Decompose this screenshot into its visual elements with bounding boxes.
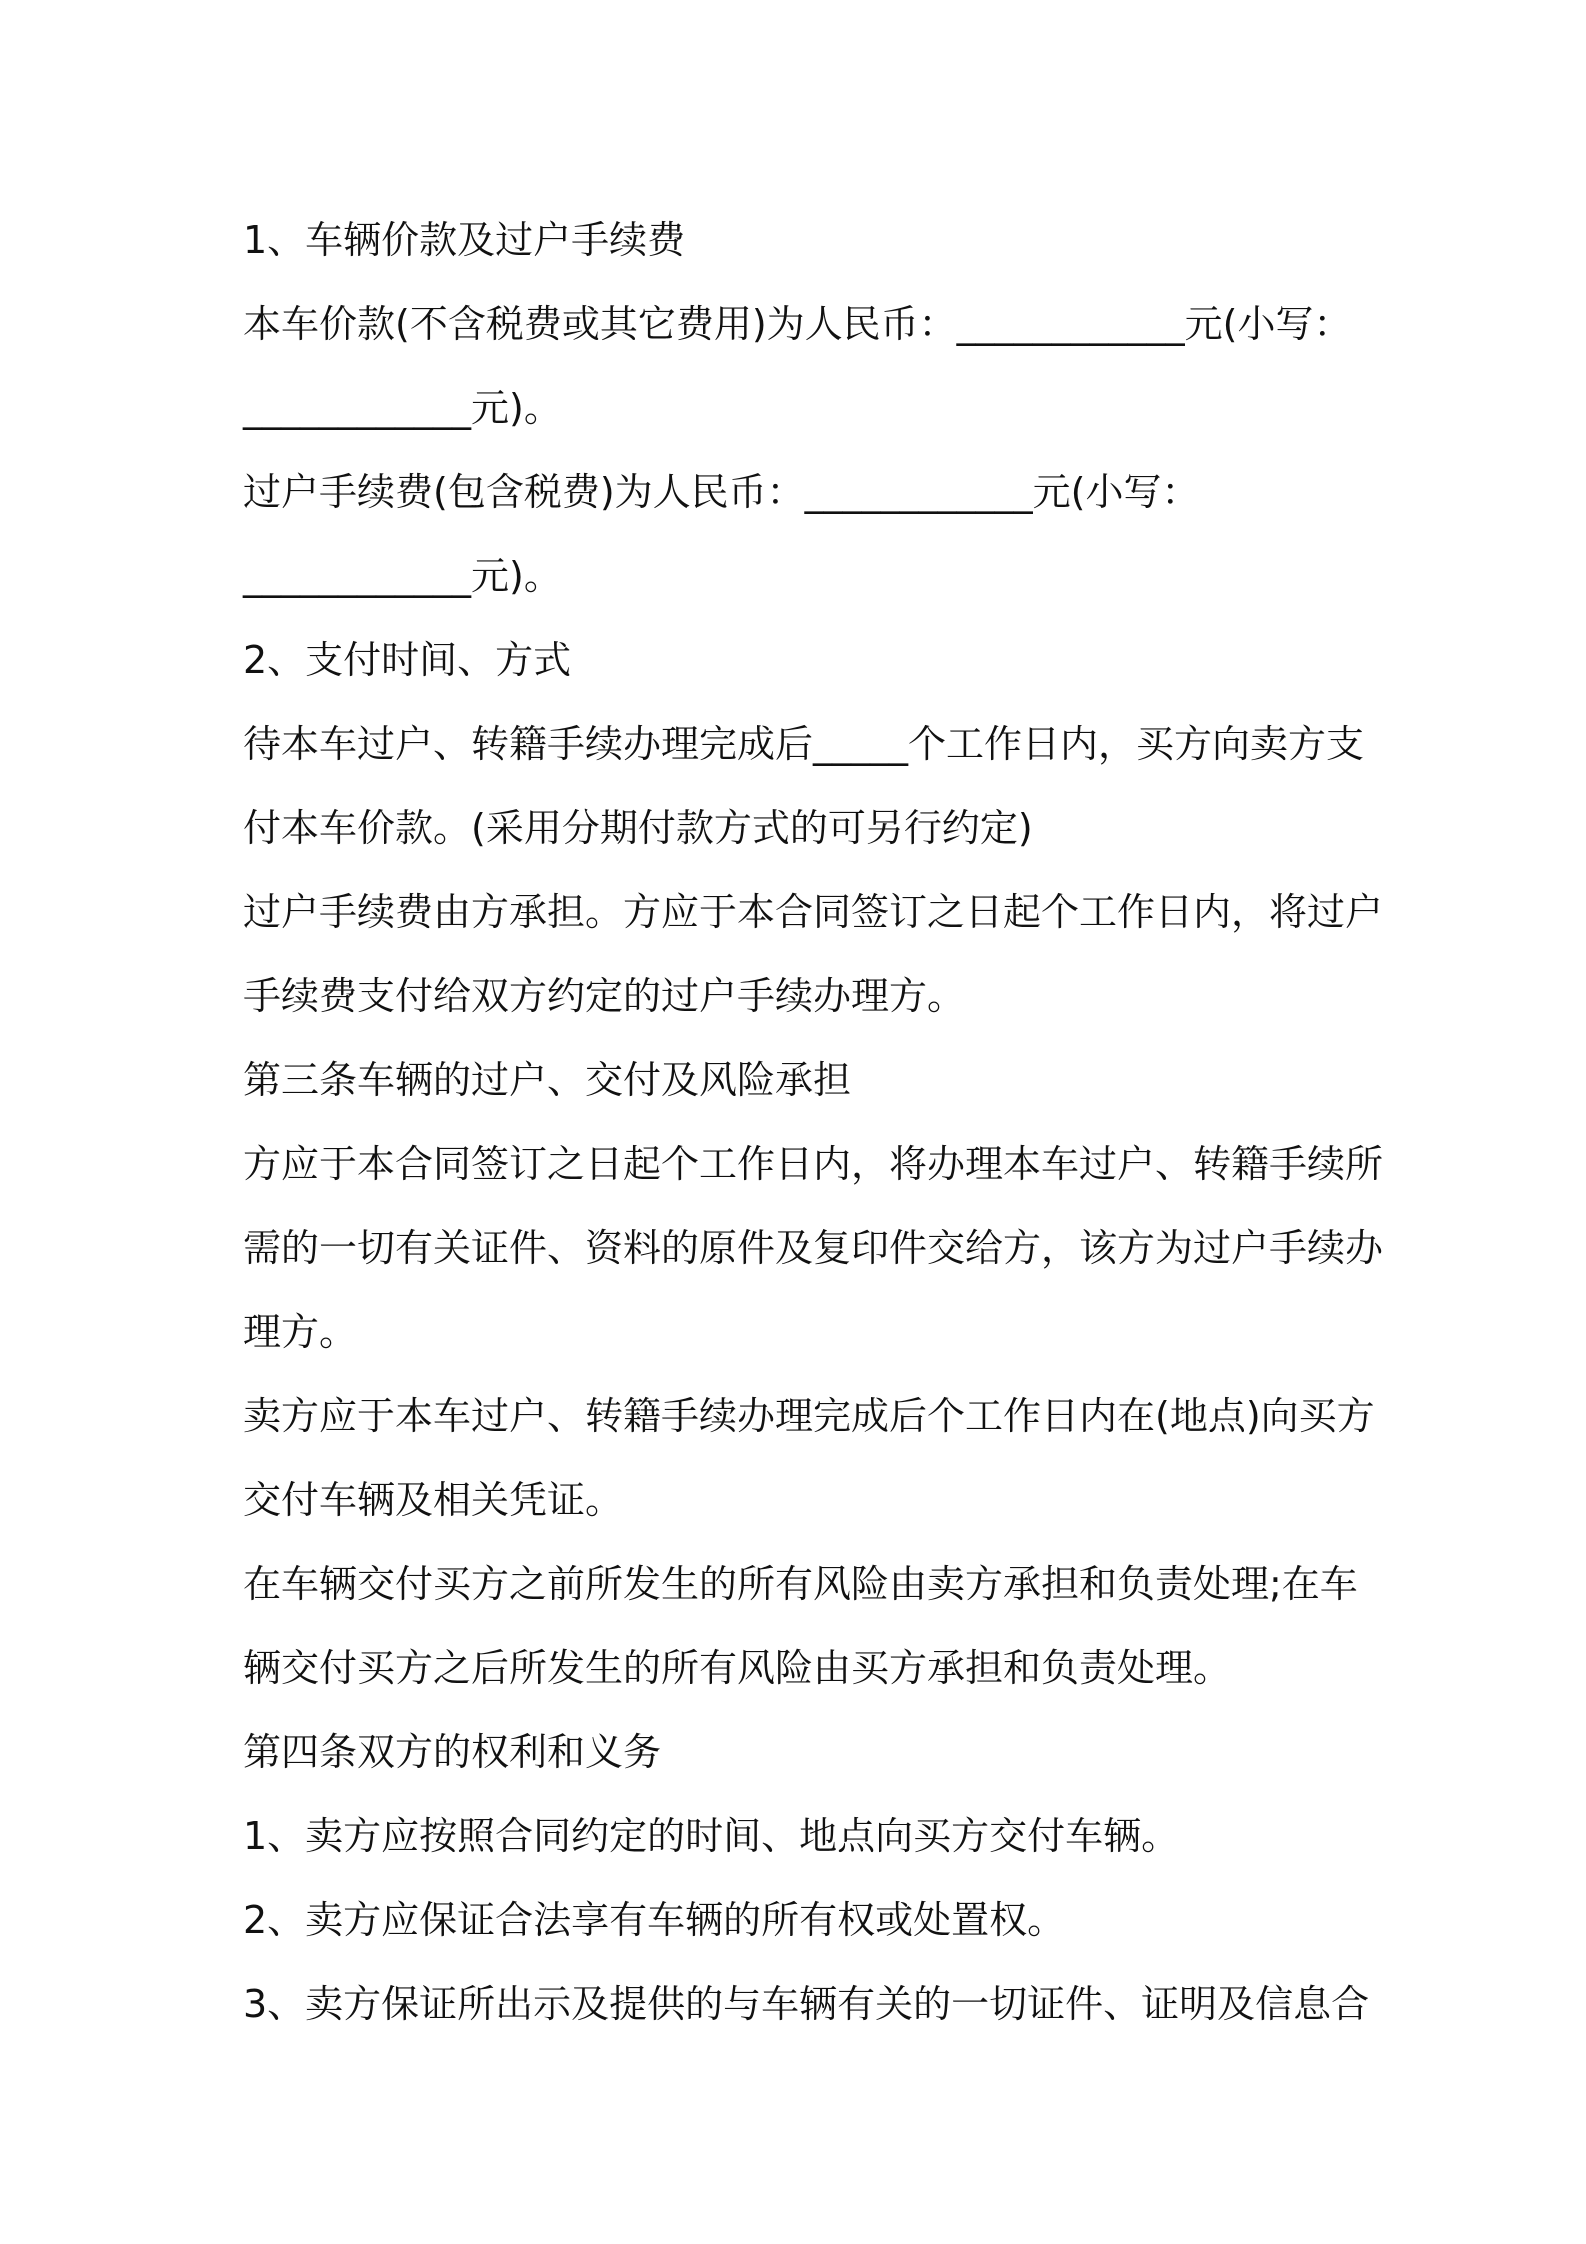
article-heading-three: 第三条车辆的过户、交付及风险承担 — [243, 1058, 852, 1102]
list-item: 1、卖方应按照合同约定的时间、地点向买方交付车辆。 — [243, 1814, 1180, 1858]
list-item: 2、卖方应保证合法享有车辆的所有权或处置权。 — [243, 1898, 1066, 1942]
paragraph-line: 交付车辆及相关凭证。 — [243, 1478, 624, 1522]
paragraph-line: 待本车过户、转籍手续办理完成后_____个工作日内，买方向卖方支 — [243, 722, 1365, 766]
paragraph-line: ____________元)。 — [243, 554, 562, 598]
paragraph-line: 卖方应于本车过户、转籍手续办理完成后个工作日内在(地点)向买方 — [243, 1394, 1375, 1438]
paragraph-line: 过户手续费(包含税费)为人民币：____________元(小写： — [243, 470, 1200, 514]
paragraph-line: 在车辆交付买方之前所发生的所有风险由卖方承担和负责处理;在车 — [243, 1562, 1358, 1606]
paragraph-line: 方应于本合同签订之日起个工作日内，将办理本车过户、转籍手续所 — [243, 1142, 1384, 1186]
list-item: 3、卖方保证所出示及提供的与车辆有关的一切证件、证明及信息合 — [243, 1982, 1370, 2026]
section-heading-price: 1、车辆价款及过户手续费 — [243, 218, 686, 262]
document-body — [243, 198, 1384, 2046]
paragraph-line: 本车价款(不含税费或其它费用)为人民币：____________元(小写： — [243, 302, 1352, 346]
paragraph-line: 理方。 — [243, 1310, 358, 1354]
paragraph-line: ____________元)。 — [243, 386, 562, 430]
paragraph-line: 辆交付买方之后所发生的所有风险由买方承担和负责处理。 — [243, 1646, 1232, 1690]
article-heading-four: 第四条双方的权利和义务 — [243, 1730, 662, 1774]
section-heading-payment: 2、支付时间、方式 — [243, 638, 572, 682]
paragraph-line: 付本车价款。(采用分期付款方式的可另行约定) — [243, 806, 1033, 850]
paragraph-line: 手续费支付给双方约定的过户手续办理方。 — [243, 974, 966, 1018]
paragraph-line: 过户手续费由方承担。方应于本合同签订之日起个工作日内，将过户 — [243, 890, 1384, 934]
paragraph-line: 需的一切有关证件、资料的原件及复印件交给方，该方为过户手续办 — [243, 1226, 1384, 1270]
